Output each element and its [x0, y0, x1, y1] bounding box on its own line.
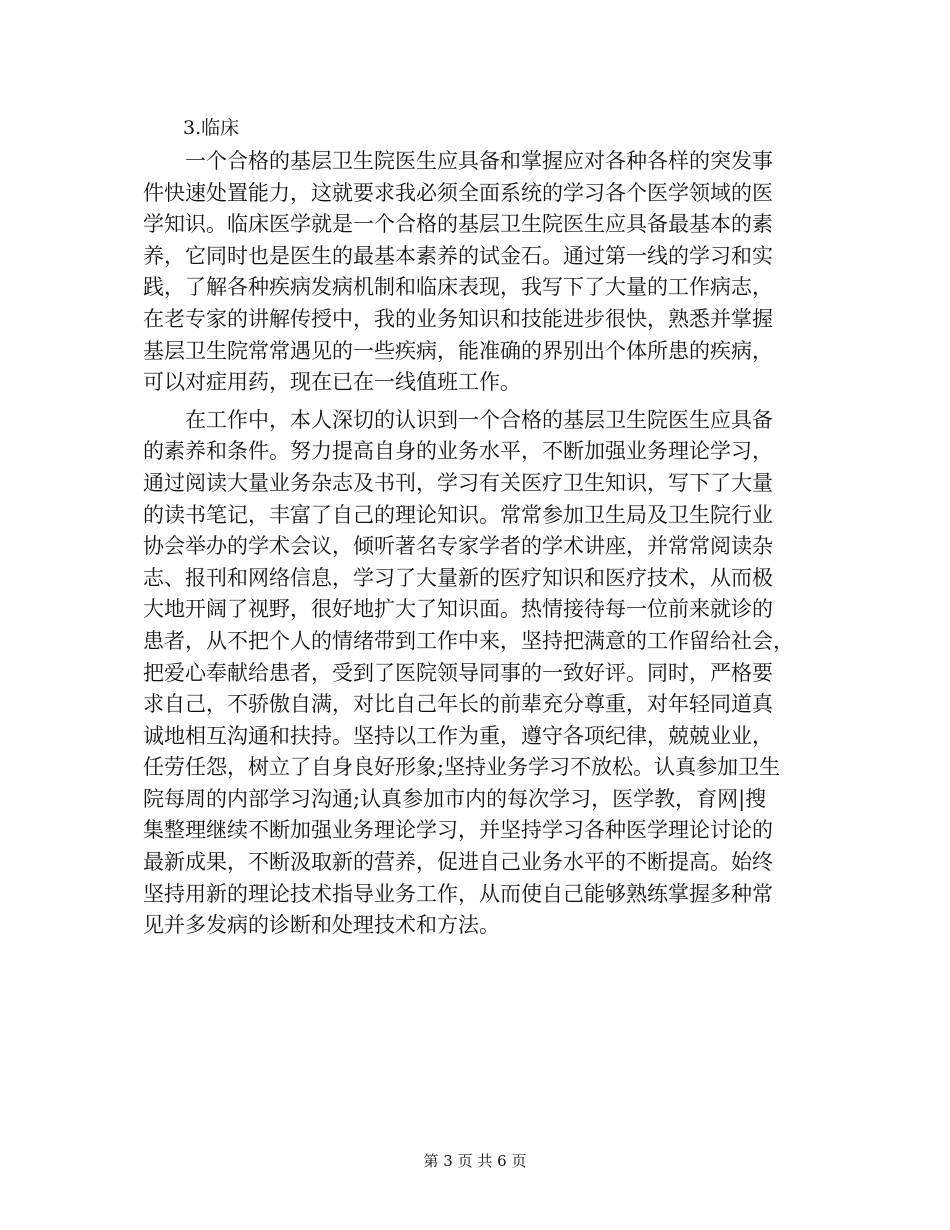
text-line: 学知识。临床医学就是一个合格的基层卫生院医生应具备最基本的素	[143, 212, 773, 237]
text-line: 的读书笔记，丰富了自己的理论知识。常常参加卫生局及卫生院行业	[143, 502, 773, 527]
paragraph-work	[143, 405, 803, 942]
text-line: 任劳任怨，树立了自身良好形象;坚持业务学习不放松。认真参加卫生	[143, 755, 781, 780]
text-line: 最新成果，不断汲取新的营养，促进自己业务水平的不断提高。始终	[143, 850, 773, 875]
page-number-footer: 第 3 页 共 6 页	[423, 1152, 527, 1170]
text-line: 集整理继续不断加强业务理论学习，并坚持学习各种医学理论讨论的	[143, 818, 773, 843]
section-heading: 3.临床	[183, 117, 240, 139]
text-line: 在工作中，本人深切的认识到一个合格的基层卫生院医生应具备	[185, 407, 773, 432]
paragraph-clinical	[143, 146, 803, 399]
text-line: 求自己，不骄傲自满，对比自己年长的前辈充分尊重，对年轻同道真	[143, 692, 773, 717]
text-line: 把爱心奉献给患者，受到了医院领导同事的一致好评。同时，严格要	[143, 660, 773, 685]
text-line: 一个合格的基层卫生院医生应具备和掌握应对各种各样的突发事	[185, 149, 773, 173]
text-line: 院每周的内部学习沟通;认真参加市内的每次学习，医学教，育网|搜	[143, 786, 767, 811]
text-line: 践，了解各种疾病发病机制和临床表现，我写下了大量的工作病志，	[143, 275, 773, 300]
text-line: 的素养和条件。努力提高自身的业务水平，不断加强业务理论学习，	[143, 439, 773, 464]
text-line: 件快速处置能力，这就要求我必须全面系统的学习各个医学领域的医	[143, 180, 773, 205]
document-body	[143, 111, 803, 942]
text-line: 见并多发病的诊断和处理技术和方法。	[143, 913, 500, 938]
text-line: 在老专家的讲解传授中，我的业务知识和技能进步很快，熟悉并掌握	[143, 306, 773, 331]
text-line: 养，它同时也是医生的最基本素养的试金石。通过第一线的学习和实	[143, 243, 773, 268]
text-line: 通过阅读大量业务杂志及书刊，学习有关医疗卫生知识，写下了大量	[143, 470, 773, 495]
text-line: 患者，从不把个人的情绪带到工作中来，坚持把满意的工作留给社会，	[143, 628, 794, 653]
text-line: 协会举办的学术会议，倾听著名专家学者的学术讲座，并常常阅读杂	[143, 534, 773, 559]
text-line: 大地开阔了视野，很好地扩大了知识面。热情接待每一位前来就诊的	[143, 597, 773, 622]
text-line: 志、报刊和网络信息，学习了大量新的医疗知识和医疗技术，从而极	[143, 565, 773, 590]
text-line: 坚持用新的理论技术指导业务工作，从而使自己能够熟练掌握多种常	[143, 881, 773, 906]
text-line: 可以对症用药，现在已在一线值班工作。	[143, 370, 521, 395]
text-line: 诚地相互沟通和扶持。坚持以工作为重，遵守各项纪律，兢兢业业，	[143, 723, 773, 748]
text-line: 基层卫生院常常遇见的一些疾病，能准确的界别出个体所患的疾病，	[143, 338, 773, 363]
